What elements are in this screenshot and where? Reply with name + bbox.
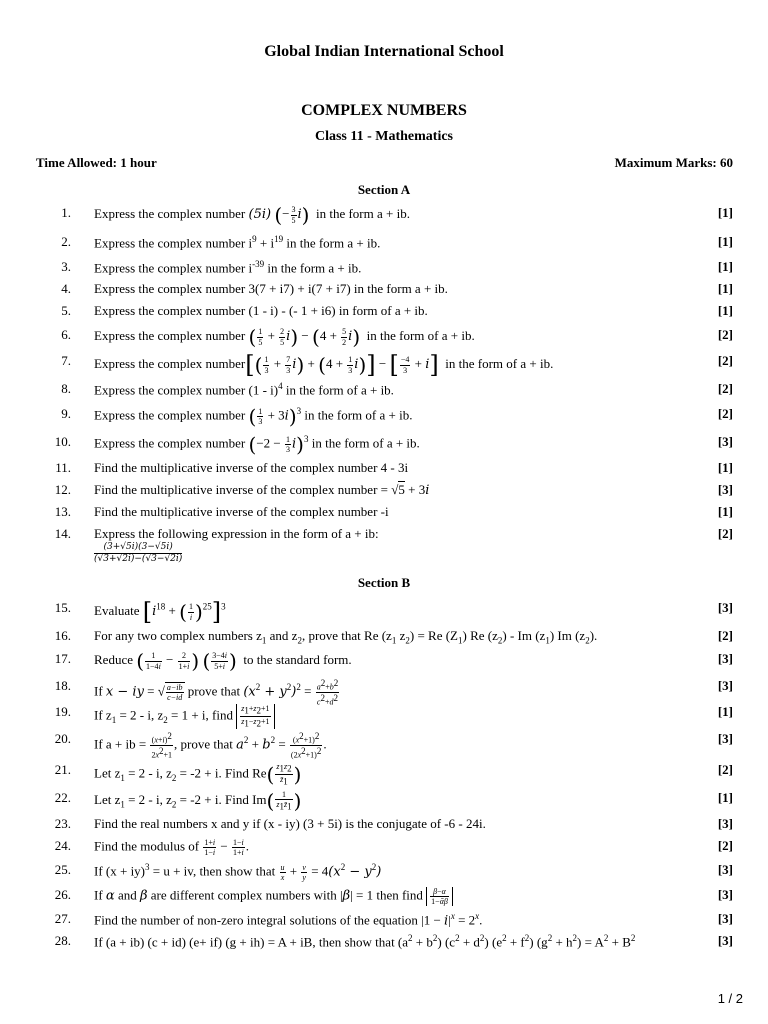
question-4 — [40, 281, 733, 305]
question-10 — [40, 434, 733, 458]
question-text: Express the complex number (5i) (− $\frac{3}{5}$ i) in the form a + ib. — [94, 203, 410, 227]
question-number: 8. — [61, 381, 71, 396]
question-26 — [40, 887, 733, 911]
school-name: Global Indian International School — [264, 43, 504, 60]
question-number: 2. — [61, 234, 71, 249]
question-17 — [40, 651, 733, 675]
question-marks: [3] — [717, 678, 733, 693]
question-text: Express the complex number (1 - i)$^4$ in the form of a + ib. — [94, 381, 394, 398]
question-text: Express the complex number $i^{-39}$ in the form a + ib. — [94, 259, 362, 276]
question-text: Find the number of non-zero integral solutions of the equation $|1 - i|^x = 2^x$. — [94, 911, 483, 929]
question-5 — [40, 303, 733, 327]
question-8 — [40, 381, 733, 405]
class-subtitle: Class 11 - Mathematics — [314, 129, 454, 144]
question-text: Express the complex number (−2 − $\frac{1}{3}$ i)$^3$ in the form of a + ib. — [94, 432, 420, 457]
question-marks: [3] — [717, 600, 733, 615]
question-text: Express the complex number 3(7 + i7) + i(7 + i7) in the form a + ib. — [94, 281, 448, 296]
question-number: 21. — [54, 762, 71, 777]
question-number: 7. — [61, 353, 71, 368]
question-marks: [2] — [717, 406, 733, 421]
question-marks: [3] — [717, 482, 733, 497]
question-number: 19. — [54, 704, 71, 719]
question-text: Express the complex number ( $\frac{1}{3}$ + 3i)$^3$ in the form of a + ib. — [94, 404, 413, 429]
question-number: 9. — [61, 406, 71, 421]
question-24 — [40, 838, 733, 862]
question-marks: [3] — [717, 887, 733, 902]
question-marks: [1] — [717, 790, 733, 805]
question-text: For any two complex numbers $z_1$ and $z_2$, prove that Re ($z_1$ $z_2) = Re$ $(Z_1)$ Re $(z_2)$ - Im $(z_1)$ Im $(z_2)$. — [94, 628, 598, 646]
question-text: Express the following expression in the form of a + ib: — [94, 526, 379, 541]
question-text: Let $z_1 = 2 - i$, $z_2 = -2 + i$. Find Im( $\frac{1}{z_1z̄_1}$ ) — [94, 789, 302, 814]
question-text: If x − iy = √ $\frac{a-ib}{c-id}$ prove that $(x^2 + y^2)^2$ = $\frac{a^2+b^2}{c^2+d^2}$ — [94, 678, 339, 707]
question-7 — [40, 353, 733, 377]
question-number: 25. — [54, 862, 71, 877]
question-text: Find the multiplicative inverse of the complex number -i — [94, 504, 389, 519]
question-number: 10. — [54, 434, 71, 449]
question-marks: [3] — [717, 933, 733, 948]
question-number: 18. — [54, 678, 71, 693]
time-allowed: Time Allowed: 1 hour — [36, 155, 157, 170]
question-number: 16. — [54, 628, 71, 643]
question-14-expression: (3+√5i)(3−√5i) (√3+√2i)−(√3−√2i) — [94, 542, 183, 564]
question-marks: [1] — [717, 259, 733, 274]
question-text: Find the multiplicative inverse of the complex number = √5 + 3i — [94, 482, 430, 498]
question-marks: [3] — [717, 651, 733, 666]
question-11 — [40, 460, 733, 484]
question-number: 14. — [54, 526, 71, 541]
question-number: 17. — [54, 651, 71, 666]
question-marks: [2] — [717, 526, 733, 541]
question-18 — [40, 678, 733, 707]
question-marks: [2] — [717, 628, 733, 643]
question-number: 1. — [61, 205, 71, 220]
question-marks: [2] — [717, 838, 733, 853]
question-marks: [3] — [717, 862, 733, 877]
question-number: 3. — [61, 259, 71, 274]
question-number: 20. — [54, 731, 71, 746]
question-number: 15. — [54, 600, 71, 615]
question-number: 23. — [54, 816, 71, 831]
question-22 — [40, 790, 733, 814]
question-text: Express the complex number ( $\frac{1}{5}$ + $\frac{2}{5}$ i) − (4 + $\frac{5}{2}$ i) in the form of a + ib. — [94, 325, 475, 349]
question-marks: [3] — [717, 911, 733, 926]
question-12 — [40, 482, 733, 506]
section-a-heading: Section A — [357, 182, 411, 197]
question-text: Find the real numbers x and y if (x - iy) (3 + 5i) is the conjugate of -6 - 24i. — [94, 816, 486, 831]
question-text: Find the multiplicative inverse of the complex number 4 - 3i — [94, 460, 409, 475]
question-text: If (a + ib) (c + id) (e+ if) (g + ih) = A + iB, then show that $(a^2 + b^2) (c^2 + d^2) (e^2 + f^2) (g^2 + h^2) = A^2 + B^2$ — [94, 933, 636, 950]
question-20 — [40, 731, 733, 760]
question-number: 11. — [55, 460, 71, 475]
question-marks: [1] — [717, 704, 733, 719]
exam-meta — [36, 155, 733, 171]
question-marks: [2] — [717, 381, 733, 396]
question-marks: [1] — [717, 504, 733, 519]
question-marks: [1] — [717, 460, 733, 475]
page-title: COMPLEX NUMBERS — [301, 102, 467, 119]
question-marks: [3] — [717, 816, 733, 831]
question-marks: [3] — [717, 434, 733, 449]
question-15 — [40, 600, 733, 624]
question-text: Let $z_1 = 2 - i$, $z_2 = -2 + i$. Find Re( $\frac{z_1z_2}{z̄_1}$ ) — [94, 762, 302, 787]
question-text: Find the modulus of $\frac{1+i}{1-i}$ − $\frac{1-i}{1+i}$ . — [94, 838, 249, 858]
question-text: Express the complex number $i^9 + i^{19}$ in the form a + ib. — [94, 234, 381, 251]
question-number: 5. — [61, 303, 71, 318]
question-text: If a + ib = $\frac{(x+i)^2}{2x^2+1}$ , prove that $a^2 + b^2$ = $\frac{(x^2+1)^2}{(2x^2+1)^2}$ . — [94, 731, 327, 760]
question-marks: [1] — [717, 281, 733, 296]
question-3 — [40, 259, 733, 283]
page-number: 1 / 2 — [717, 991, 743, 1006]
question-number: 13. — [54, 504, 71, 519]
question-marks: [1] — [717, 205, 733, 220]
section-b-heading: Section B — [357, 575, 411, 590]
question-text: Express the complex number (1 - i) - (- 1 + i6) in form of a + ib. — [94, 303, 428, 318]
question-text: If $z_1 = 2 - i$, $z_2 = 1 + i$, find $\frac{z_1+z_2+1}{z_1-z_2+1}$ — [94, 704, 275, 729]
question-marks: [1] — [717, 234, 733, 249]
question-6 — [40, 327, 733, 351]
maximum-marks: Maximum Marks: 60 — [614, 155, 733, 170]
question-number: 28. — [54, 933, 71, 948]
question-text: Evaluate [$i^{18}$ + ( $\frac{1}{i}$ )$^{25}$]$^3$ — [94, 598, 226, 626]
question-number: 22. — [54, 790, 71, 805]
question-number: 6. — [61, 327, 71, 342]
question-21 — [40, 762, 733, 786]
question-13 — [40, 504, 733, 528]
question-number: 24. — [54, 838, 71, 853]
question-9 — [40, 406, 733, 430]
question-number: 27. — [54, 911, 71, 926]
question-number: 4. — [61, 281, 71, 296]
question-19 — [40, 704, 733, 728]
question-23 — [40, 816, 733, 840]
question-marks: [2] — [717, 353, 733, 368]
question-1 — [40, 205, 733, 229]
question-2 — [40, 234, 733, 258]
question-text: Reduce ( $\frac{1}{1-4i}$ − $\frac{2}{1+i}$ ) ( $\frac{3-4i}{5+i}$ ) to the standard form. — [94, 649, 352, 673]
question-number: 26. — [54, 887, 71, 902]
question-25 — [40, 862, 733, 886]
question-27 — [40, 911, 733, 935]
question-28 — [40, 933, 733, 957]
question-marks: [2] — [717, 327, 733, 342]
question-marks: [3] — [717, 731, 733, 746]
question-marks: [2] — [717, 762, 733, 777]
question-text: If α and β are different complex numbers with |β| = 1 then find $\frac{\beta-\alpha}{\text{1−ᾱβ}}$ — [94, 887, 453, 906]
question-text: Express the complex number[( $\frac{1}{3}$ + $\frac{7}{3}$ i) + (4 + $\frac{1}{3}$ i)] − [ $\frac{-4}{3}$ + i] in the form of a + ib. — [94, 351, 554, 379]
question-number: 12. — [54, 482, 71, 497]
question-text: If (x + iy)$^3$ = u + iv, then show that $\frac{u}{x}$ + $\frac{v}{y}$ = $4(x^2 - y^2)$ — [94, 862, 382, 882]
question-marks: [1] — [717, 303, 733, 318]
